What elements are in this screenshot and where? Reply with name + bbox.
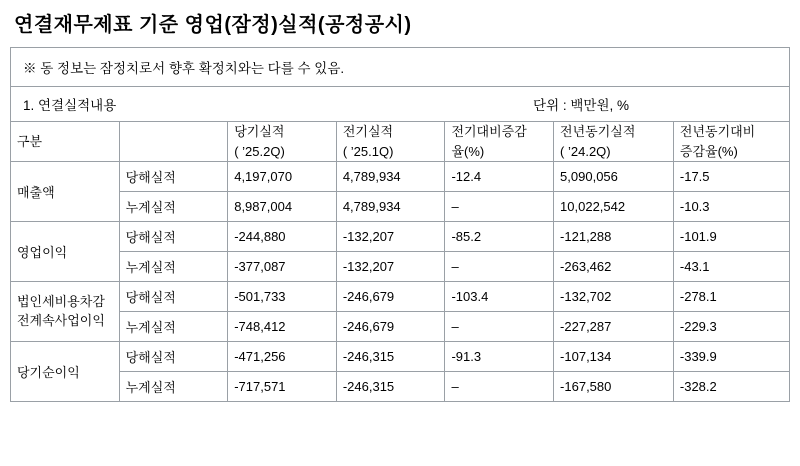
header-previous-line1: 전기실적	[342, 124, 394, 139]
table-header-row	[11, 122, 790, 162]
row-sub-2-1: 누계실적	[119, 312, 228, 342]
cell-1-0-qoq: -85.2	[445, 222, 554, 252]
header-sub	[119, 122, 228, 162]
header-previous-line2: ( ’25.1Q)	[342, 143, 394, 159]
cell-1-0-yoy: -101.9	[673, 222, 789, 252]
header-year-ago	[554, 122, 674, 162]
table-row	[11, 192, 790, 222]
cell-3-0-yoy: -339.9	[673, 342, 789, 372]
cell-0-1-yoy: -10.3	[673, 192, 789, 222]
header-division: 구분	[11, 122, 120, 162]
financial-results-table	[10, 121, 790, 402]
row-sub-1-0: 당해실적	[119, 222, 228, 252]
cell-2-0-year-ago: -132,702	[554, 282, 674, 312]
cell-3-0-qoq: -91.3	[445, 342, 554, 372]
cell-3-1-qoq: –	[445, 372, 554, 402]
cell-2-0-yoy: -278.1	[673, 282, 789, 312]
cell-0-0-current: 4,197,070	[228, 162, 337, 192]
cell-3-1-previous: -246,315	[336, 372, 445, 402]
cell-3-1-year-ago: -167,580	[554, 372, 674, 402]
cell-1-1-current: -377,087	[228, 252, 337, 282]
row-sub-0-0: 당해실적	[119, 162, 228, 192]
row-sub-1-1: 누계실적	[119, 252, 228, 282]
table-row	[11, 162, 790, 192]
table-row	[11, 222, 790, 252]
row-label-0: 매출액	[11, 162, 120, 222]
header-yoy	[673, 122, 789, 162]
notice-banner: ※ 동 정보는 잠정치로서 향후 확정치와는 다를 수 있음.	[10, 47, 790, 86]
header-previous	[336, 122, 445, 162]
row-label-1: 영업이익	[11, 222, 120, 282]
cell-1-0-current: -244,880	[228, 222, 337, 252]
cell-1-1-previous: -132,207	[336, 252, 445, 282]
cell-3-1-current: -717,571	[228, 372, 337, 402]
cell-2-1-yoy: -229.3	[673, 312, 789, 342]
table-row	[11, 342, 790, 372]
row-label-2: 법인세비용차감전계속사업이익	[11, 282, 120, 342]
row-sub-0-1: 누계실적	[119, 192, 228, 222]
cell-1-0-year-ago: -121,288	[554, 222, 674, 252]
cell-1-1-year-ago: -263,462	[554, 252, 674, 282]
table-row	[11, 312, 790, 342]
header-current	[228, 122, 337, 162]
cell-1-0-previous: -132,207	[336, 222, 445, 252]
cell-2-0-current: -501,733	[228, 282, 337, 312]
cell-3-1-yoy: -328.2	[673, 372, 789, 402]
section-label: 1. 연결실적내용	[23, 98, 117, 113]
cell-1-1-qoq: –	[445, 252, 554, 282]
header-yoy-line1: 전년동기대비	[679, 124, 756, 139]
header-qoq-line2: 율(%)	[451, 143, 485, 159]
cell-0-1-year-ago: 10,022,542	[554, 192, 674, 222]
header-yoy-line2: 증감율(%)	[679, 143, 738, 159]
row-sub-3-0: 당해실적	[119, 342, 228, 372]
cell-3-0-previous: -246,315	[336, 342, 445, 372]
header-current-line1: 당기실적	[234, 124, 285, 139]
section-header-row	[10, 86, 790, 121]
cell-2-1-current: -748,412	[228, 312, 337, 342]
cell-0-0-previous: 4,789,934	[336, 162, 445, 192]
header-current-line2: ( ’25.2Q)	[234, 143, 285, 159]
cell-0-0-yoy: -17.5	[673, 162, 789, 192]
header-qoq	[445, 122, 554, 162]
cell-0-1-current: 8,987,004	[228, 192, 337, 222]
unit-label: 단위 : 백만원, %	[533, 98, 629, 113]
row-sub-2-0: 당해실적	[119, 282, 228, 312]
cell-0-0-qoq: -12.4	[445, 162, 554, 192]
cell-3-0-year-ago: -107,134	[554, 342, 674, 372]
table-row	[11, 282, 790, 312]
cell-2-0-qoq: -103.4	[445, 282, 554, 312]
cell-0-1-previous: 4,789,934	[336, 192, 445, 222]
table-row	[11, 252, 790, 282]
cell-0-1-qoq: –	[445, 192, 554, 222]
table-row	[11, 372, 790, 402]
cell-0-0-year-ago: 5,090,056	[554, 162, 674, 192]
cell-3-0-current: -471,256	[228, 342, 337, 372]
row-sub-3-1: 누계실적	[119, 372, 228, 402]
cell-1-1-yoy: -43.1	[673, 252, 789, 282]
page-title: 연결재무제표 기준 영업(잠정)실적(공정공시)	[14, 14, 412, 36]
cell-2-1-year-ago: -227,287	[554, 312, 674, 342]
cell-2-1-previous: -246,679	[336, 312, 445, 342]
cell-2-1-qoq: –	[445, 312, 554, 342]
header-year-ago-line2: ( ’24.2Q)	[560, 143, 611, 159]
row-label-3: 당기순이익	[11, 342, 120, 402]
header-year-ago-line1: 전년동기실적	[560, 124, 636, 139]
header-qoq-line1: 전기대비증감	[451, 124, 527, 139]
cell-2-0-previous: -246,679	[336, 282, 445, 312]
